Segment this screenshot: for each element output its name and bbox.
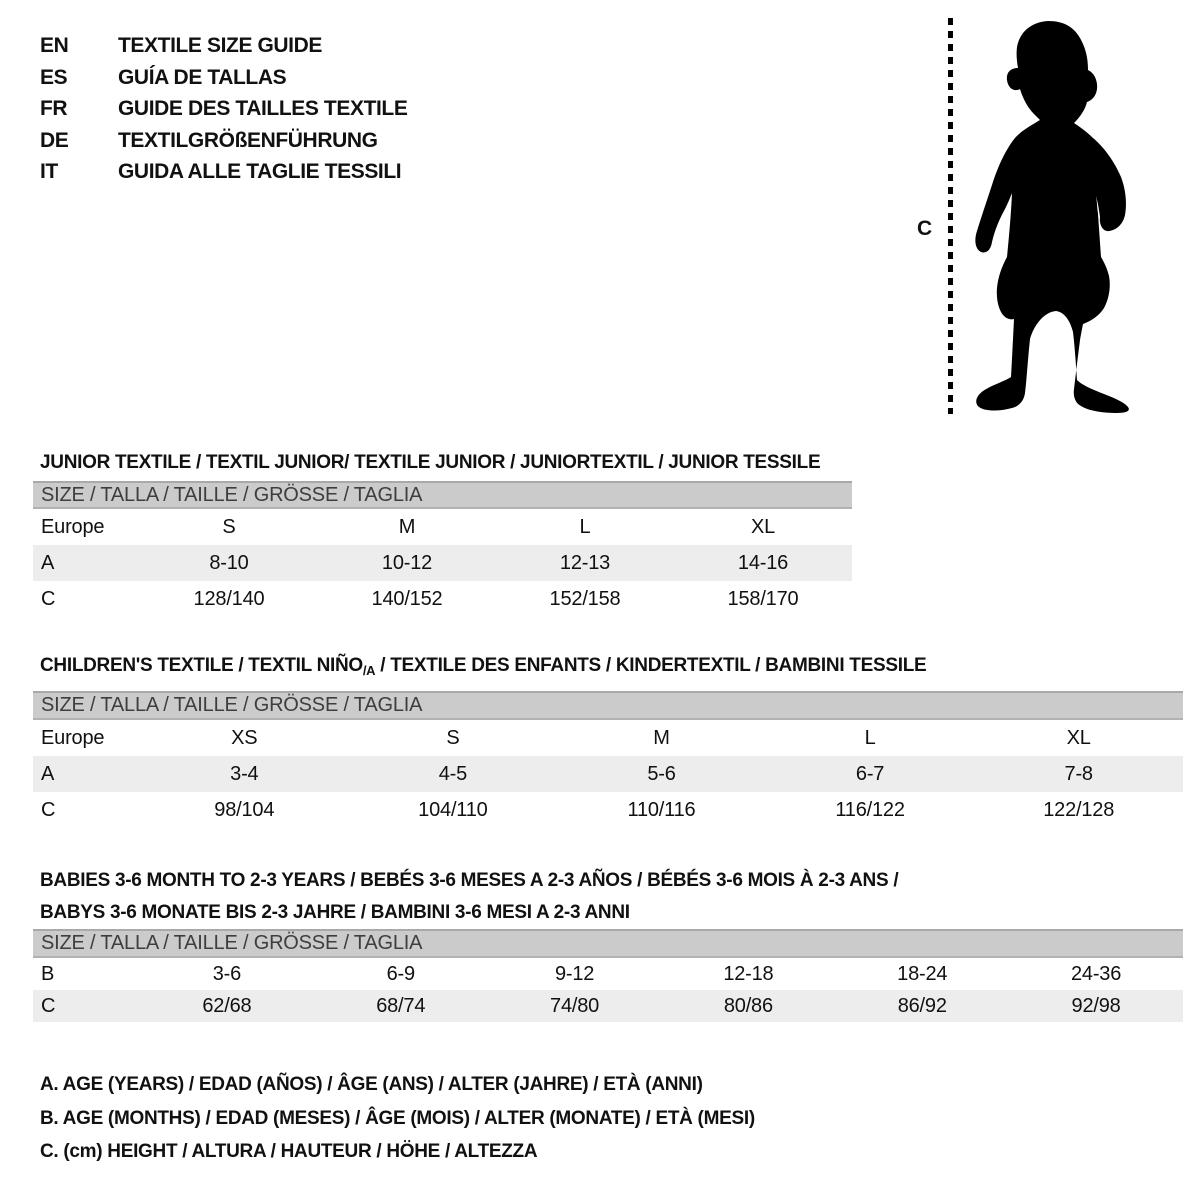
size-cell: L: [864, 726, 876, 749]
language-title: GUIDE DES TAILLES TEXTILE: [118, 97, 408, 121]
size-header-bar: [33, 481, 852, 509]
size-cell: 68/74: [376, 994, 426, 1017]
size-cell: 6-7: [855, 762, 885, 785]
size-cell: 7-8: [1064, 762, 1093, 785]
table-row: [33, 990, 1183, 1022]
section-title-text: CHILDREN'S TEXTILE / TEXTIL NIÑO: [40, 654, 363, 676]
size-header-label: SIZE / TALLA / TAILLE / GRÖSSE / TAGLIA: [41, 932, 423, 954]
footnote-a: A. AGE (YEARS) / EDAD (AÑOS) / ÂGE (ANS) / ALTER (JAHRE) / ETÀ (ANNI): [40, 1074, 703, 1095]
language-title: GUIDA ALLE TAGLIE TESSILI: [118, 160, 402, 184]
size-cell: XL: [1066, 726, 1091, 749]
language-row: [40, 34, 407, 66]
height-measure-dashed-line: [948, 18, 953, 414]
language-code: EN: [40, 34, 69, 57]
size-cell: 152/158: [549, 587, 621, 610]
size-cell: 98/104: [214, 798, 275, 821]
size-cell: 12-18: [723, 962, 774, 985]
language-row: [40, 97, 407, 129]
size-header-label: SIZE / TALLA / TAILLE / GRÖSSE / TAGLIA: [41, 483, 423, 506]
row-label: C: [41, 994, 56, 1017]
size-cell: 18-24: [897, 962, 948, 985]
size-cell: 3-6: [212, 962, 242, 985]
size-table-babies: [33, 958, 1183, 1022]
section-title-babies: [40, 865, 980, 929]
size-cell: 158/170: [727, 587, 799, 610]
table-row: [33, 958, 1183, 990]
size-cell: S: [446, 726, 460, 749]
footnote-c: C. (cm) HEIGHT / ALTURA / HAUTEUR / HÖHE / ALTEZZA: [40, 1141, 538, 1162]
footnotes: [40, 1068, 755, 1169]
size-cell: 110/116: [627, 798, 696, 821]
size-cell: 6-9: [386, 962, 415, 985]
row-label: B: [41, 962, 55, 985]
size-cell: 9-12: [554, 962, 595, 985]
table-row: [33, 581, 852, 617]
language-code: ES: [40, 65, 68, 89]
row-label: C: [41, 798, 56, 821]
section-title-line: BABIES 3-6 MONTH TO 2-3 YEARS / BEBÉS 3-6 MESES A 2-3 AÑOS / BÉBÉS 3-6 MOIS À 2-3 ANS /: [40, 869, 899, 891]
size-cell: M: [398, 515, 416, 538]
size-cell: 3-4: [230, 762, 259, 785]
row-label: Europe: [41, 726, 105, 749]
language-title: GUÍA DE TALLAS: [118, 65, 287, 89]
size-cell: S: [222, 515, 236, 538]
table-row: [33, 756, 1183, 792]
size-cell: L: [579, 515, 591, 538]
row-label: A: [41, 762, 55, 785]
row-label: C: [41, 587, 56, 610]
size-cell: M: [653, 726, 670, 749]
row-label: Europe: [41, 515, 105, 538]
language-list: [40, 34, 407, 192]
size-cell: 10-12: [381, 551, 433, 574]
language-row: [40, 66, 407, 98]
size-cell: 12-13: [559, 551, 611, 574]
section-title-line: BABYS 3-6 MONATE BIS 2-3 JAHRE / BAMBINI 3-6 MESI A 2-3 ANNI: [40, 901, 630, 923]
size-cell: 86/92: [897, 994, 947, 1017]
table-row: [33, 792, 1183, 828]
section-title-children: [40, 655, 926, 678]
section-title-text: / TEXTILE DES ENFANTS / KINDERTEXTIL / BAMBINI TESSILE: [375, 654, 927, 676]
size-cell: 14-16: [737, 551, 789, 574]
section-title-subscript: /A: [362, 662, 376, 678]
size-cell: 116/122: [835, 798, 905, 821]
size-header-bar: [33, 929, 1183, 958]
size-cell: 62/68: [202, 994, 252, 1017]
size-header-label: SIZE / TALLA / TAILLE / GRÖSSE / TAGLIA: [41, 694, 423, 716]
size-cell: 8-10: [209, 551, 249, 574]
language-title: TEXTILE SIZE GUIDE: [118, 34, 322, 57]
language-row: [40, 160, 407, 192]
row-label: A: [41, 551, 55, 574]
size-header-bar: [33, 691, 1183, 720]
height-measure-label: C: [917, 217, 932, 240]
footnote-b: B. AGE (MONTHS) / EDAD (MESES) / ÂGE (MOIS) / ALTER (MONATE) / ETÀ (MESI): [40, 1107, 755, 1129]
language-code: DE: [40, 128, 69, 152]
size-cell: XL: [750, 515, 776, 538]
size-cell: 80/86: [723, 994, 773, 1017]
size-cell: 24-36: [1070, 962, 1122, 985]
table-row: [33, 509, 852, 545]
language-title: TEXTILGRÖßENFÜHRUNG: [118, 128, 378, 152]
toddler-silhouette-icon: [970, 19, 1137, 413]
size-cell: 4-5: [438, 762, 468, 785]
size-cell: 128/140: [193, 587, 265, 610]
size-table-children: [33, 720, 1183, 828]
size-cell: 74/80: [550, 994, 600, 1017]
size-table-junior: [33, 509, 852, 617]
language-code: FR: [40, 97, 68, 121]
size-cell: 140/152: [371, 587, 443, 610]
size-cell: XS: [231, 726, 258, 749]
language-code: IT: [40, 160, 58, 184]
size-cell: 92/98: [1071, 994, 1121, 1017]
size-cell: 122/128: [1043, 798, 1115, 821]
table-row: [33, 545, 852, 581]
size-cell: 104/110: [418, 798, 488, 821]
language-row: [40, 129, 407, 161]
size-cell: 5-6: [647, 762, 676, 785]
table-row: [33, 720, 1183, 756]
section-title-junior: JUNIOR TEXTILE / TEXTIL JUNIOR/ TEXTILE JUNIOR / JUNIORTEXTIL / JUNIOR TESSILE: [40, 451, 821, 473]
